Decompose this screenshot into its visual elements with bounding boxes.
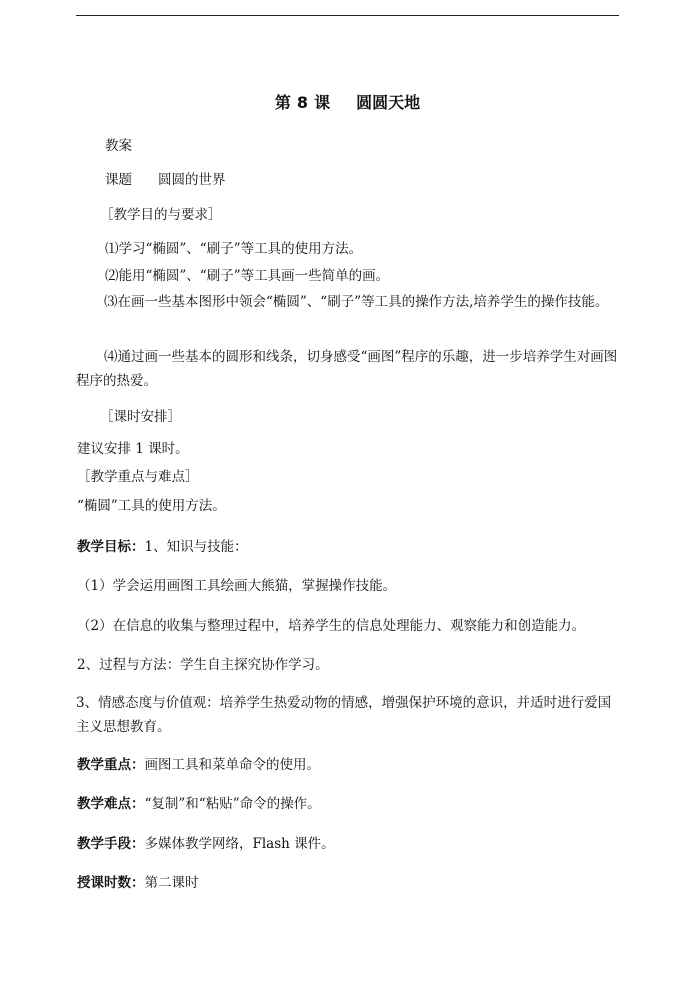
title-prefix: 第 <box>274 93 291 112</box>
objectives-heading: ［教学目的与要求］ <box>100 207 222 223</box>
goal-item: （1）学会运用画图工具绘画大熊猫，掌握操作技能。 <box>77 578 397 594</box>
goal-item: 2、过程与方法：学生自主探究协作学习。 <box>77 657 329 673</box>
schedule-text: 建议安排 1 课时。 <box>77 441 189 457</box>
detail-value: 第二课时 <box>144 875 199 891</box>
goals-row <box>77 539 248 555</box>
title-number: 8 <box>296 93 309 112</box>
title-name: 圆圆天地 <box>356 93 421 112</box>
detail-row <box>77 757 320 773</box>
header-rule <box>76 15 619 16</box>
objective-item: ⑷通过画一些基本的圆形和线条，切身感受“画图”程序的乐趣，进一步培养学生对画图程序的热爱。 <box>76 349 618 389</box>
topic-label: 课题 <box>105 172 132 188</box>
lesson-title <box>0 93 695 113</box>
keypoints-heading: ［教学重点与难点］ <box>77 469 199 485</box>
detail-row <box>77 836 335 852</box>
keypoints-text: “椭圆”工具的使用方法。 <box>77 498 226 514</box>
detail-row <box>77 875 199 891</box>
detail-value: 多媒体教学网络，Flash 课件。 <box>144 836 335 852</box>
plan-label: 教案 <box>105 138 132 154</box>
objective-item: ⑴学习“椭圆”、“刷子”等工具的使用方法。 <box>105 241 363 257</box>
detail-value: “复制”和“粘贴”命令的操作。 <box>144 796 321 812</box>
objective-item: ⑶在画一些基本图形中领会“椭圆”、“刷子”等工具的操作方法,培养学生的操作技能。 <box>104 294 609 310</box>
topic-row <box>105 172 226 188</box>
schedule-heading: ［课时安排］ <box>100 409 181 425</box>
detail-label: 教学难点： <box>77 796 145 812</box>
goals-first: 1、知识与技能： <box>144 539 248 555</box>
detail-label: 教学重点： <box>77 757 145 773</box>
detail-value: 画图工具和菜单命令的使用。 <box>144 757 320 773</box>
detail-label: 教学手段： <box>77 836 145 852</box>
goals-label: 教学目标： <box>77 539 145 555</box>
detail-row <box>77 796 321 812</box>
goal-item: （2）在信息的收集与整理过程中，培养学生的信息处理能力、观察能力和创造能力。 <box>77 618 586 634</box>
topic-value: 圆圆的世界 <box>158 172 226 188</box>
objective-item: ⑵能用“椭圆”、“刷子”等工具画一些简单的画。 <box>105 268 390 284</box>
title-suffix: 课 <box>314 93 331 112</box>
detail-label: 授课时数： <box>77 875 145 891</box>
goal-item: 3、情感态度与价值观：培养学生热爱动物的情感，增强保护环境的意识，并适时进行爱国主义思想教育。 <box>76 695 612 735</box>
